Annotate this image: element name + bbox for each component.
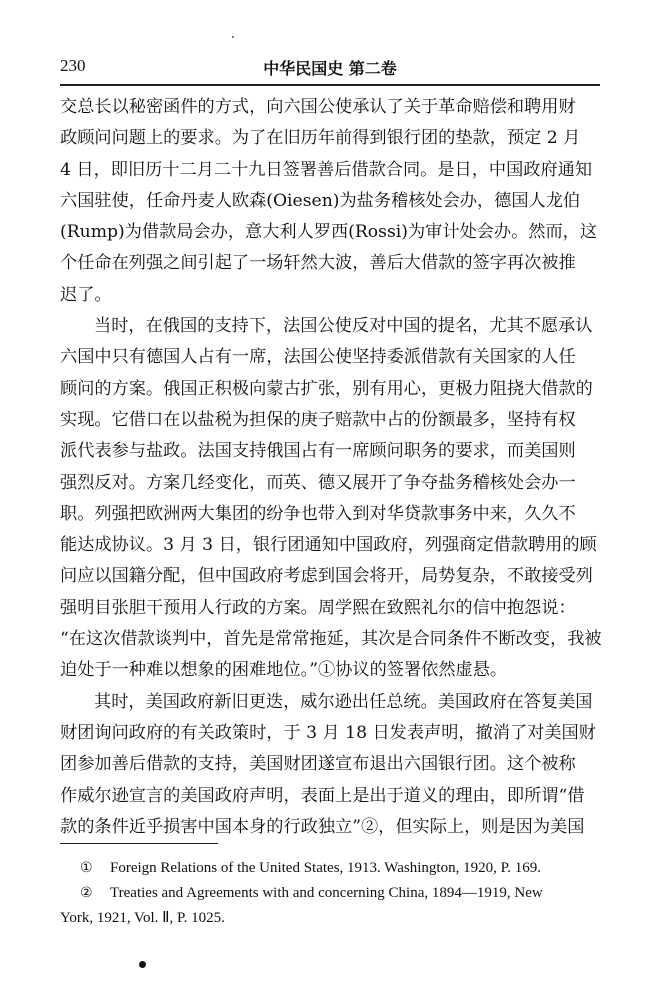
scan-dot xyxy=(139,961,146,968)
footnote-marker: ① xyxy=(80,860,93,876)
footnote-text: York, 1921, Vol. Ⅱ, P. 1025. xyxy=(60,910,225,926)
text-line: 4 日，即旧历十二月二十九日签署善后借款合同。是日，中国政府通知 xyxy=(60,159,593,180)
scan-speck xyxy=(232,36,234,38)
text-line: 强明目张胆干预用人行政的方案。周学熙在致熙礼尔的信中抱怨说： xyxy=(60,597,576,618)
text-line: “在这次借款谈判中，首先是常常拖延，其次是合同条件不断改变，我被 xyxy=(60,629,602,650)
body-text xyxy=(60,92,602,843)
header-rule xyxy=(60,84,600,86)
text-line: 迟了。 xyxy=(60,284,112,305)
text-line: 强烈反对。方案几经变化，而英、德又展开了争夺盐务稽核处会办一 xyxy=(60,472,576,493)
footnote-rule xyxy=(60,843,218,844)
running-head: 中华民国史 第二卷 xyxy=(263,59,397,78)
text-line: 作威尔逊宣言的美国政府声明，表面上是出于道义的理由，即所谓“借 xyxy=(60,785,585,806)
text-line: 团参加善后借款的支持，美国财团遂宣布退出六国银行团。这个被称 xyxy=(60,754,576,775)
text-line: 交总长以秘密函件的方式，向六国公使承认了关于革命赔偿和聘用财 xyxy=(60,97,576,117)
text-line: (Rump)为借款局会办，意大利人罗西(Rossi)为审计处会办。然而，这 xyxy=(60,222,598,243)
text-line: 实现。它借口在以盐税为担保的庚子赔款中占的份额最多，坚持有权 xyxy=(60,409,576,430)
footnote-1 xyxy=(60,856,605,881)
paragraph-start-line: 当时，在俄国的支持下，法国公使反对中国的提名，尤其不愿承认 xyxy=(94,316,593,337)
page-header xyxy=(60,56,600,82)
text-line: 职。列强把欧洲两大集团的纷争也带入到对华贷款事务中来，久久不 xyxy=(60,503,576,524)
text-line: 财团询问政府的有关政策时，于 3 月 18 日发表声明，撤消了对美国财 xyxy=(60,722,596,743)
text-line: 能达成协议。3 月 3 日，银行团通知中国政府，列强商定借款聘用的顾 xyxy=(60,535,597,556)
footnote-2 xyxy=(60,881,605,906)
text-line: 迫处于一种难以想象的困难地位。”①协议的签署依然虚悬。 xyxy=(60,660,508,681)
footnote-text: Treaties and Agreements with and concerning China, 1894—1919, New xyxy=(110,885,543,901)
text-line: 六国中只有德国人占有一席，法国公使坚持委派借款有关国家的人任 xyxy=(60,347,576,368)
text-line: 顾问的方案。俄国正积极向蒙古扩张，别有用心，更极力阻挠大借款的 xyxy=(60,378,593,399)
footnote-marker: ② xyxy=(80,885,93,901)
text-line: 派代表参与盐政。法国支持俄国占有一席顾问职务的要求，而美国则 xyxy=(60,441,576,462)
page-number: 230 xyxy=(60,56,86,75)
paragraph-start-line: 其时，美国政府新旧更迭，威尔逊出任总统。美国政府在答复美国 xyxy=(94,691,593,712)
footnote-2-continued xyxy=(60,906,605,931)
text-line: 政顾问问题上的要求。为了在旧历年前得到银行团的垫款，预定 2 月 xyxy=(60,128,581,149)
footnotes xyxy=(60,856,605,931)
text-line: 款的条件近乎损害中国本身的行政独立”②，但实际上，则是因为美国 xyxy=(60,816,585,837)
footnote-text: Foreign Relations of the United States, 1913. Washington, 1920, P. 169. xyxy=(110,860,541,876)
text-line: 个任命在列强之间引起了一场轩然大波，善后大借款的签字再次被推 xyxy=(60,253,576,274)
text-line: 问应以国籍分配，但中国政府考虑到国会将开，局势复杂，不敢接受列 xyxy=(60,566,593,587)
text-line: 六国驻使，任命丹麦人欧森(Oiesen)为盐务稽核处会办，德国人龙伯 xyxy=(60,190,581,211)
